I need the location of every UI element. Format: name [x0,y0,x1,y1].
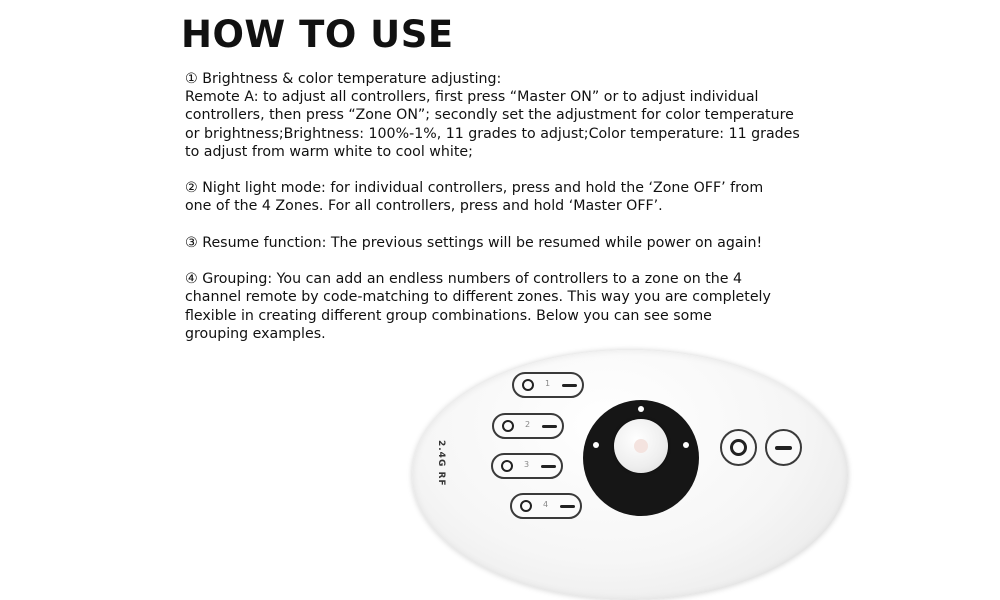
page-heading: HOW TO USE [181,13,454,56]
section-brightness [185,70,845,161]
master-on-button [720,429,757,466]
zone-button-1 [512,372,584,398]
dial-center-light [634,439,648,453]
on-ring-icon [501,460,513,472]
text-line: ③ Resume function: The previous settings will be resumed while power on again! [185,234,763,251]
text-line: flexible in creating different group combinations. Below you can see some [185,307,712,324]
zone-number: 1 [545,379,551,388]
zone-button-3 [491,453,563,479]
on-ring-icon [522,379,534,391]
text-line: grouping examples. [185,325,326,342]
on-ring-icon [730,439,747,456]
off-bar-icon [562,384,577,387]
text-line: one of the 4 Zones. For all controllers, press and hold ‘Master OFF’. [185,198,663,215]
section-grouping [185,270,845,343]
dial-dot-top [638,406,644,412]
on-ring-icon [502,420,514,432]
dial-center-button [614,419,668,473]
instructions-body [185,70,845,361]
off-bar-icon [775,446,792,450]
zone-number: 3 [524,460,530,469]
text-line: to adjust from warm white to cool white; [185,143,473,160]
off-bar-icon [542,425,557,428]
text-line: channel remote by code-matching to different zones. This way you are completely [185,289,771,306]
zone-button-2 [492,413,564,439]
dial-dot-right [683,442,689,448]
on-ring-icon [520,500,532,512]
text-line: controllers, then press “Zone ON”; secondly set the adjustment for color temperature [185,107,794,124]
zone-button-4 [510,493,582,519]
zone-number: 4 [543,500,549,509]
text-line: Remote A: to adjust all controllers, first press “Master ON” or to adjust individual [185,89,759,106]
section-resume [185,234,845,252]
text-line: ④ Grouping: You can add an endless numbers of controllers to a zone on the 4 [185,271,743,288]
off-bar-icon [541,465,556,468]
text-line: or brightness;Brightness: 100%-1%, 11 grades to adjust;Color temperature: 11 grades [185,125,800,142]
text-line: ② Night light mode: for individual controllers, press and hold the ‘Zone OFF’ from [185,180,764,197]
rf-label: 2.4G RF [436,440,446,487]
section-night-light [185,179,845,215]
text-line: ① Brightness & color temperature adjusting: [185,71,502,87]
dial-dot-left [593,442,599,448]
master-off-button [765,429,802,466]
zone-number: 2 [525,420,531,429]
